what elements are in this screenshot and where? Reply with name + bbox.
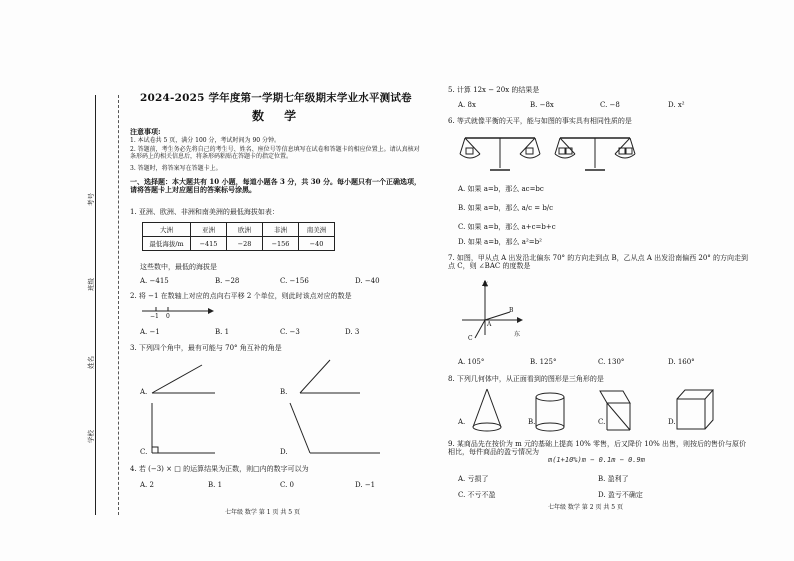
fold-line (118, 95, 119, 515)
q3-angle-figures (140, 355, 440, 460)
q3-label-c: C. (140, 448, 148, 456)
note-1: 1. 本试卷共 5 页，满分 100 分，考试时间为 90 分钟。 (130, 137, 280, 144)
q7-option-a: A. 105° (458, 358, 485, 366)
table-row (143, 223, 335, 237)
q1-option-c: C. −156 (280, 277, 309, 285)
table-cell: −156 (263, 237, 299, 251)
q3-stem: 3. 下列四个角中，最有可能与 70° 角互补的角是 (130, 344, 282, 352)
q6-balance-scales (455, 128, 655, 178)
note-3: 3. 答题时，将答案写在答题卡上。 (130, 165, 222, 172)
right-page-footer: 七年级 数学 第 2 页 共 5 页 (548, 504, 623, 511)
q7-option-d: D. 160° (668, 358, 695, 366)
note-2: 2. 答题前，考生务必先将自己的考生号、姓名、座位号等信息填写在试卷和答题卡的相应位置上。请认真核对条形码上的相关信息后，将条形码粘贴在答题卡的指定位置。 (130, 146, 420, 160)
q5-option-a: A. 8x (458, 101, 476, 109)
q7-label-north: 北 (482, 281, 489, 288)
q5-option-b: B. −8x (530, 101, 554, 109)
q8-label-d: D. (668, 418, 676, 426)
q7-option-c: C. 130° (598, 358, 625, 366)
table-cell: −28 (227, 237, 263, 251)
q7-label-b: B (509, 307, 514, 314)
q2-axis-label: 0 (166, 313, 170, 320)
q1-follow: 这些数中，最低的海拔是 (140, 263, 217, 271)
table-cell: 大洲 (143, 223, 191, 237)
side-label-class: 班级 (87, 278, 95, 291)
side-label-school: 学校 (87, 430, 95, 443)
exam-title: 2024-2025 学年度第一学期七年级期末学业水平测试卷 (140, 92, 412, 104)
q3-label-b: B. (280, 388, 288, 396)
q4-option-b: B. 1 (208, 481, 223, 489)
table-row (143, 237, 335, 251)
q2-option-a: A. −1 (140, 328, 160, 336)
left-page-footer: 七年级 数学 第 1 页 共 5 页 (225, 509, 300, 516)
q6-option-c: C. 如果 a=b，那么 a+c=b+c (458, 223, 556, 231)
q8-label-a: A. (458, 418, 466, 426)
q9-option-d: D. 盈亏不确定 (598, 491, 643, 499)
q5-stem: 5. 计算 12x − 20x 的结果是 (448, 86, 540, 94)
q2-option-b: B. 1 (215, 328, 230, 336)
table-cell: 非洲 (263, 223, 299, 237)
q2-option-d: D. 3 (345, 328, 360, 336)
table-cell: 最低海拔/m (143, 237, 191, 251)
q8-label-c: C. (598, 418, 606, 426)
q3-label-a: A. (140, 388, 148, 396)
table-cell: 南美洲 (299, 223, 335, 237)
q7-label-a: A (487, 321, 492, 328)
q5-option-d: D. x² (668, 101, 685, 109)
binding-line (95, 95, 96, 515)
q9-option-c: C. 不亏不盈 (458, 491, 496, 499)
table-cell: 亚洲 (191, 223, 227, 237)
q2-option-c: C. −3 (280, 328, 300, 336)
q7-label-c: C (468, 335, 473, 342)
q8-stem: 8. 下列几何体中，从正面看到的图形是三角形的是 (448, 375, 604, 383)
q4-option-c: C. 0 (280, 481, 295, 489)
q2-stem: 2. 将 −1 在数轴上对应的点向右平移 2 个单位，则此时该点对应的数是 (130, 292, 352, 300)
q8-solids (455, 385, 720, 435)
side-label-name: 姓名 (87, 356, 95, 369)
q1-stem: 1. 亚洲、欧洲、非洲和南美洲的最低海拔如表： (130, 208, 279, 216)
q5-option-c: C. −8 (600, 101, 620, 109)
table-cell: 欧洲 (227, 223, 263, 237)
q3-label-d: D. (280, 448, 288, 456)
notes-header: 注意事项: (130, 127, 161, 136)
q4-stem: 4. 若 (−3) × □ 的运算结果为正数，则□内的数字可以为 (130, 465, 309, 473)
table-cell: −40 (299, 237, 335, 251)
q4-option-a: A. 2 (140, 481, 154, 489)
q7-option-b: B. 125° (530, 358, 557, 366)
q9-option-b: B. 盈利了 (598, 475, 629, 483)
q4-option-d: D. −1 (355, 481, 376, 489)
q7-stem: 7. 如图，甲从点 A 出发沿北偏东 70° 的方向走到点 B，乙从点 A 出发沿南偏西 20° 的方向走到点 C，则 ∠BAC 的度数是 (448, 254, 748, 271)
section-1-heading: 一、选择题：本大题共有 10 小题，每道小题各 3 分，共 30 分。每小题只有一个正确选项，请将答题卡上对应题目的答案标号涂黑。 (130, 177, 421, 195)
q6-option-a: A. 如果 a=b，那么 ac=bc (458, 185, 544, 193)
q1-table (142, 222, 335, 251)
q9-handwriting: m(1+10%)m − 0.1m − 0.9m (548, 456, 645, 464)
q6-option-b: B. 如果 a=b，那么 a/c = b/c (458, 204, 554, 212)
subject-title: 数 学 (252, 109, 305, 123)
q1-option-d: D. −40 (355, 277, 380, 285)
side-label-exam-no: 考号 (87, 193, 95, 206)
q1-option-b: B. −28 (215, 277, 240, 285)
q7-label-east: 东 (514, 331, 521, 338)
q6-stem: 6. 等式就像平衡的天平，能与如图的事实具有相同性质的是 (448, 117, 632, 125)
q8-label-b: B. (528, 418, 536, 426)
q6-option-d: D. 如果 a=b，那么 a²=b² (458, 238, 542, 246)
q2-axis-label: −1 (150, 313, 159, 320)
q9-stem: 9. 某商品先在按价为 m 元的基础上提高 10% 零售，后又降价 10% 出售，则按后的售价与原价相比，每件商品的盈亏情况为 (448, 440, 747, 457)
table-cell: −415 (191, 237, 227, 251)
q1-option-a: A. −415 (140, 277, 169, 285)
q9-option-a: A. 亏损了 (458, 475, 489, 483)
